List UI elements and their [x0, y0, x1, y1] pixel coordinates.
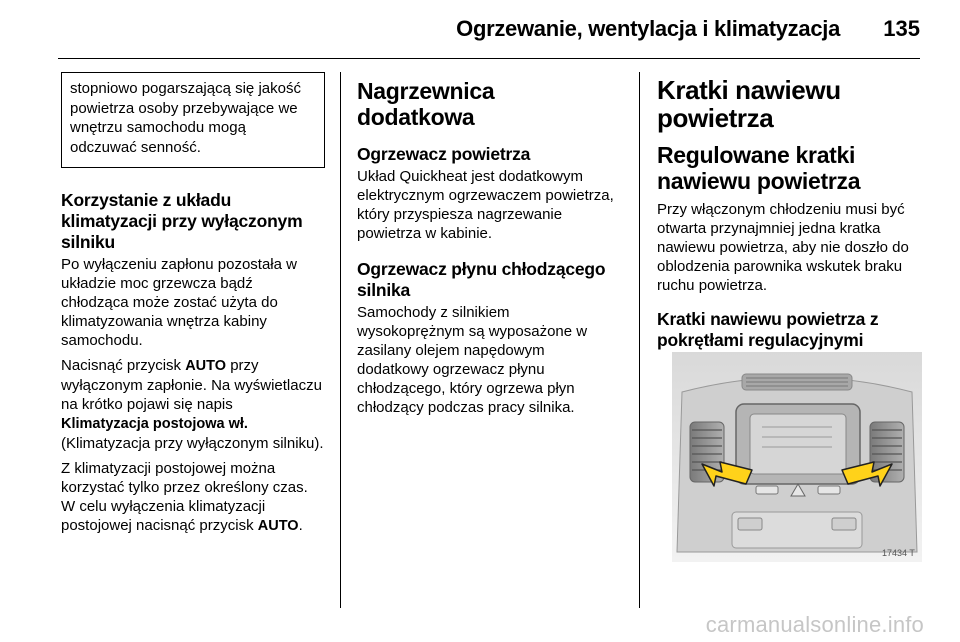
auto-key-label: AUTO: [185, 358, 227, 374]
column-left: [61, 72, 324, 542]
subsection-heading: Ogrzewacz płynu chłodzącego silnika: [357, 259, 606, 300]
display-message: Klimatyzacja postojowa wł.: [61, 416, 248, 432]
auto-key-label: AUTO: [257, 518, 299, 534]
section-title: Kratki nawiewu powietrza: [657, 75, 841, 133]
column-divider: [639, 72, 640, 608]
section-heading: Korzystanie z układu klimatyzacji przy wyłączonym silniku: [61, 190, 303, 252]
page-number: 135: [883, 16, 920, 41]
subsection-title: Regulowane kratki nawiewu powietrza: [657, 142, 861, 194]
paragraph: Samochody z silnikiem wysokoprężnym są wyposażone w zasilany olejem napędowym dodatkowy ogrzewacz płynu chłodzącego, który ogrzewa płyn chłodzący podczas pracy silnika.: [357, 304, 588, 416]
paragraph: Po wyłączeniu zapłonu pozostała w układzie moc grzewcza bądź chłodząca może zostać użyta do klimatyzowania wnętrza kabiny samochodu.: [61, 256, 297, 349]
text: .: [298, 517, 303, 534]
subsection-heading: Kratki nawiewu powietrza z pokrętłami regulacyjnymi: [657, 309, 879, 350]
paragraph: [61, 459, 324, 536]
text: przy wyłączonym zapłonie. Na wyświetlaczu na krótko pojawi się napis: [61, 357, 322, 413]
paragraph: Układ Quickheat jest dodatkowym elektrycznym ogrzewaczem powietrza, który przyspiesza nagrzewanie powietrza w kabinie.: [357, 168, 614, 242]
subsection-heading: Ogrzewacz powietrza: [357, 144, 531, 164]
page-title: Ogrzewanie, wentylacja i klimatyzacja: [456, 16, 840, 41]
note-box: stopniowo pogarszającą się jakość powietrza osoby przebywające we wnętrzu samochodu mogą odczuwać senność.: [61, 72, 325, 168]
column-divider: [340, 72, 341, 608]
text: Nacisnąć przycisk: [61, 357, 186, 374]
paragraph: [61, 356, 324, 453]
section-title: Nagrzewnica dodatkowa: [357, 78, 495, 130]
page-header: [0, 0, 960, 60]
column-middle: [357, 72, 617, 423]
column-right: [657, 72, 925, 353]
text: (Klimatyzacja przy wyłączonym silniku).: [61, 435, 324, 452]
watermark: carmanualsonline.info: [705, 612, 924, 637]
text: Z klimatyzacji postojowej można korzystać tylko przez określony czas. W celu wyłączenia klimatyzacji postojowej nacisnąć przycisk: [61, 460, 308, 534]
figure-code: 17434 T: [882, 548, 915, 558]
paragraph: Przy włączonym chłodzeniu musi być otwarta przynajmniej jedna kratka nawiewu powietrza, aby nie doszło do oblodzenia parownika wskutek braku ruchu powietrza.: [657, 201, 909, 294]
header-rule: [58, 58, 920, 59]
air-vents-illustration: [672, 352, 922, 562]
